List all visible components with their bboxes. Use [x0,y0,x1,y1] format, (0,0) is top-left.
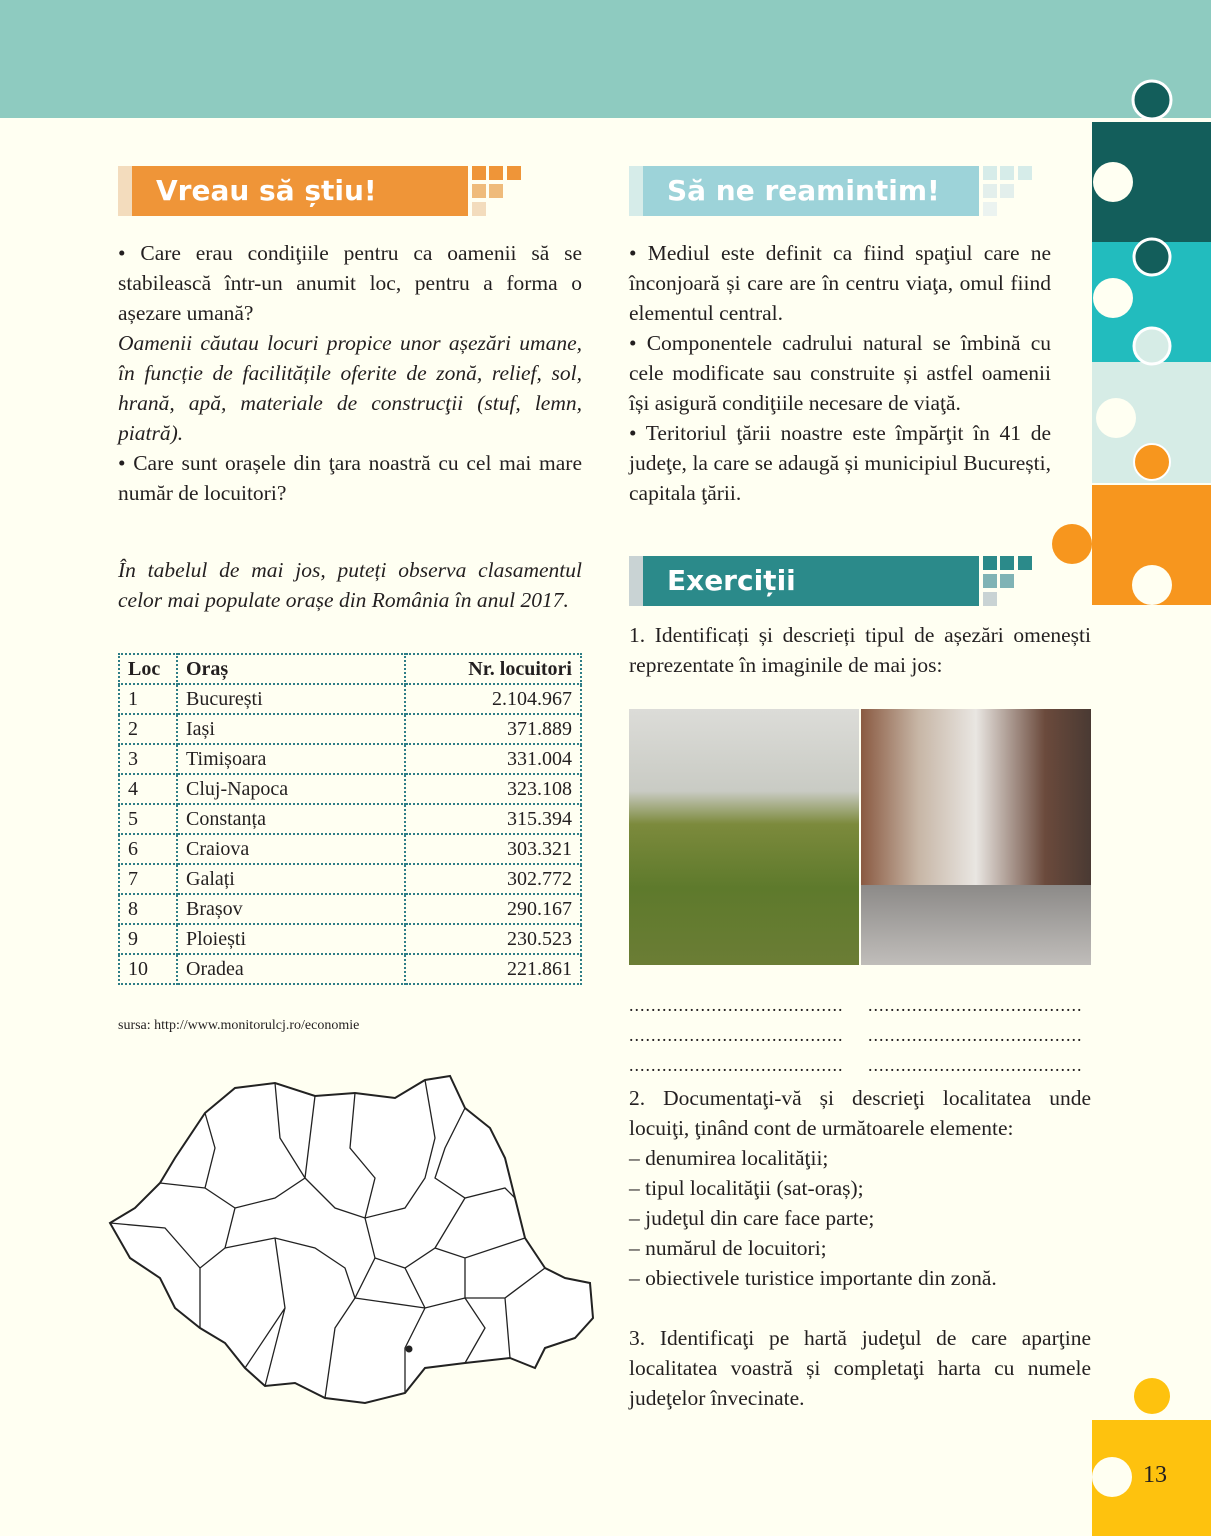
city-cell: București [177,684,405,714]
header-oras: Oraș [177,654,405,684]
city-cell: Timișoara [177,744,405,774]
population-cell: 302.772 [405,864,581,894]
population-cell: 303.321 [405,834,581,864]
table-row [119,714,581,744]
dotted-line: ....................................... [629,995,844,1015]
rank-cell: 8 [119,894,177,924]
exercise-2-item: – tipul localităţii (sat-oraș); [629,1176,864,1200]
table-row [119,684,581,714]
city-cell: Craiova [177,834,405,864]
section-title: Vreau să știu! [132,166,468,216]
city-cell: Oradea [177,954,405,984]
section-title: Exerciții [643,556,979,606]
bucharest-dot-icon [406,1346,413,1353]
header-loc: Loc [119,654,177,684]
population-cell: 323.108 [405,774,581,804]
city-cell: Iași [177,714,405,744]
exercise-2-text: 2. Documentaţi-vă și descrieţi localitatea unde locuiţi, ţinând cont de următoarele elemente: [629,1086,1091,1140]
city-cell: Constanța [177,804,405,834]
table-intro: În tabelul de mai jos, puteți observa clasamentul celor mai populate orașe din România în anul 2017. [118,558,582,612]
city-cell: Cluj-Napoca [177,774,405,804]
cities-table [118,653,582,985]
rank-cell: 1 [119,684,177,714]
rank-cell: 10 [119,954,177,984]
romania-map [105,1068,595,1413]
rank-cell: 2 [119,714,177,744]
population-cell: 290.167 [405,894,581,924]
population-cell: 315.394 [405,804,581,834]
population-cell: 331.004 [405,744,581,774]
answer-lines-right[interactable] [868,990,1091,1080]
dotted-line: ....................................... [868,995,1083,1015]
city-cell: Ploiești [177,924,405,954]
dotted-line: ....................................... [868,1055,1083,1075]
table-row [119,894,581,924]
city-street-photo [861,709,1091,965]
rank-cell: 9 [119,924,177,954]
table-row [119,834,581,864]
exercise-2-item: – judeţul din care face parte; [629,1206,875,1230]
header-locuitori: Nr. locuitori [405,654,581,684]
header-exercitii [629,556,1039,606]
page-number: 13 [1143,1462,1167,1488]
section-title: Să ne reamintim! [643,166,979,216]
reminder-2: • Componentele cadrului natural se îmbină cu cele modificate sau construite și astfel oamenii își asigură condiţiile necesare de viaţă. [629,331,1051,415]
answer-1: Oamenii căutau locuri propice unor așezări umane, în funcție de facilitățile oferite de zonă, relief, sol, hrană, apă, materiale de construcţii (stuf, lemn, piatră). [118,331,582,445]
city-cell: Galați [177,864,405,894]
population-cell: 230.523 [405,924,581,954]
exercise-3: 3. Identificaţi pe hartă judeţul de care aparţine localitatea voastră și completaţi harta cu numele judeţelor învecinate. [629,1326,1091,1410]
answer-lines-left[interactable] [629,990,854,1080]
table-row [119,924,581,954]
rank-cell: 4 [119,774,177,804]
box2-text [629,238,1051,508]
source-note: sursa: http://www.monitorulcj.ro/economie [118,1018,360,1033]
rank-cell: 7 [119,864,177,894]
table-header-row [119,654,581,684]
population-cell: 371.889 [405,714,581,744]
reminder-1: • Mediul este definit ca fiind spaţiul care ne înconjoară și care are în centru viaţa, omul fiind elementul central. [629,241,1051,325]
header-vreau-sa-stiu [118,166,528,216]
table-row [119,954,581,984]
table-row [119,804,581,834]
rank-cell: 6 [119,834,177,864]
exercise-2-item: – obiectivele turistice importante din zonă. [629,1266,997,1290]
box1-text [118,238,582,508]
dotted-line: ....................................... [629,1025,844,1045]
exercise-2 [629,1083,1091,1293]
top-band [0,0,1211,118]
exercise-1: 1. Identificați și descrieți tipul de așezări omenești reprezentate în imaginile de mai jos: [629,623,1091,677]
table-row [119,744,581,774]
reminder-3: • Teritoriul ţării noastre este împărţit în 41 de judeţe, la care se adaugă și municipiul București, capitala ţării. [629,421,1051,505]
dotted-line: ....................................... [868,1025,1083,1045]
question-1: • Care erau condiţiile pentru ca oamenii să se stabilească într-un anumit loc, pentru a forma o așezare umană? [118,241,582,325]
dotted-line: ....................................... [629,1055,844,1075]
header-sa-ne-reamintim [629,166,1039,216]
city-cell: Brașov [177,894,405,924]
table-row [119,864,581,894]
exercise-2-item: – numărul de locuitori; [629,1236,827,1260]
population-cell: 221.861 [405,954,581,984]
population-cell: 2.104.967 [405,684,581,714]
rank-cell: 3 [119,744,177,774]
rank-cell: 5 [119,804,177,834]
question-2: • Care sunt orașele din ţara noastră cu cel mai mare număr de locuitori? [118,451,582,505]
exercise-2-item: – denumirea localităţii; [629,1146,829,1170]
village-photo [629,709,859,965]
table-row [119,774,581,804]
